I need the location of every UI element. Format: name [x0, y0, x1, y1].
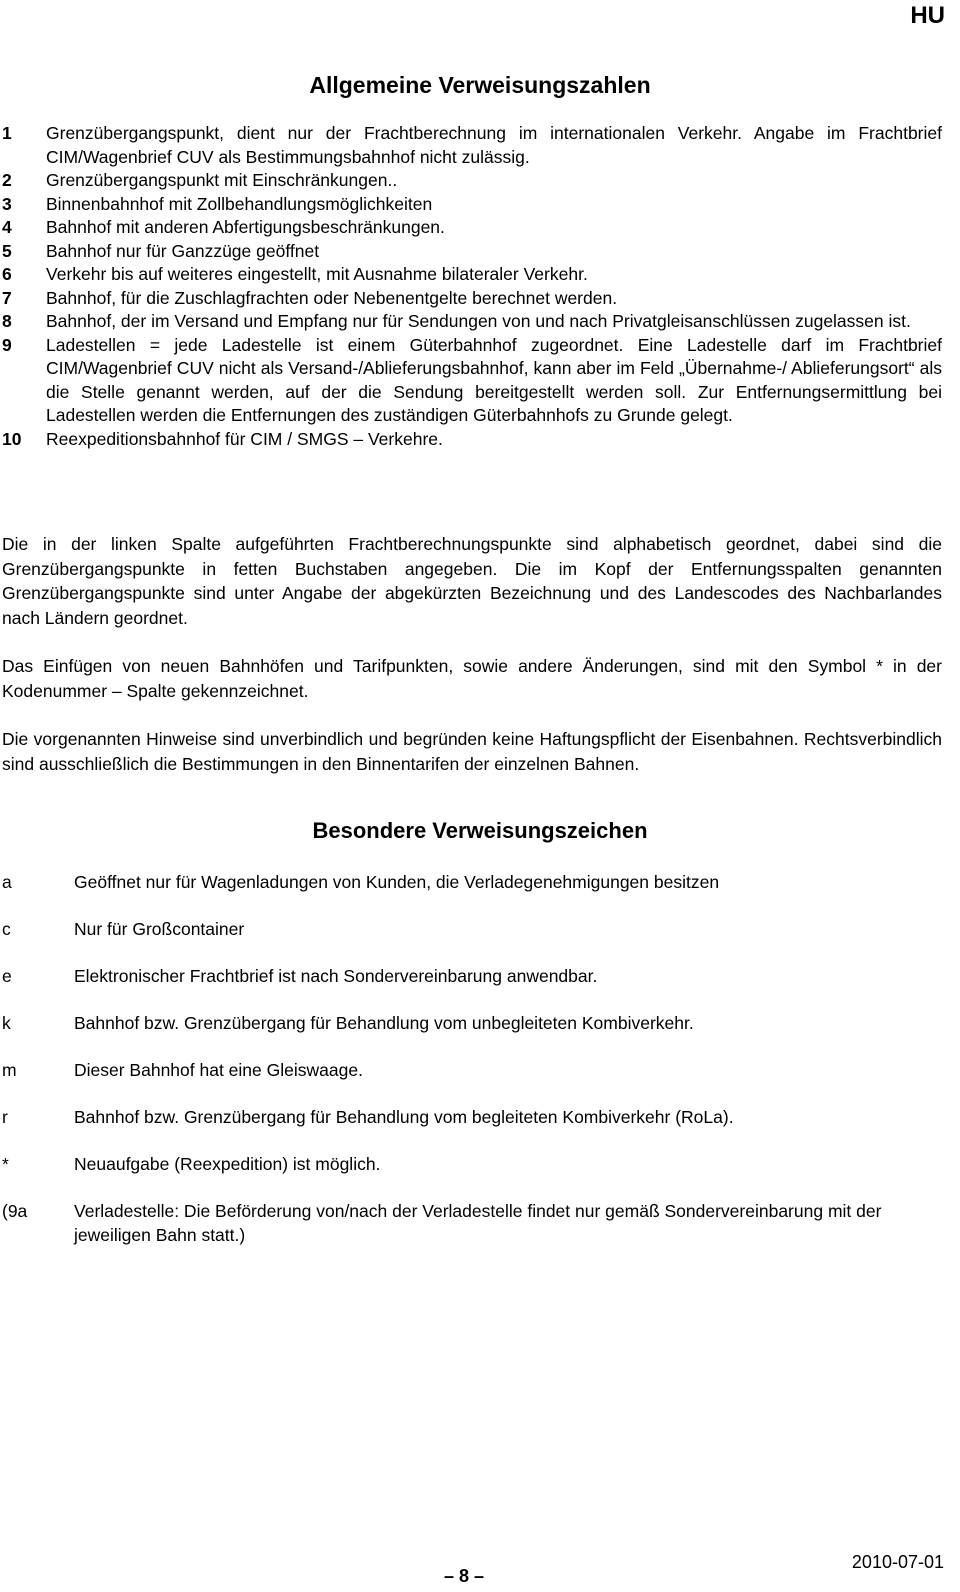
sign-description: Dieser Bahnhof hat eine Gleiswaage. [74, 1060, 363, 1080]
sign-symbol: a [2, 872, 12, 892]
section-title-general: Allgemeine Verweisungszahlen [309, 72, 651, 98]
paragraph-new-stations: Das Einfügen von neuen Bahnhöfen und Tarifpunkten, sowie andere Änderungen, sind mit den Symbol * in der Kodenummer – Spalte gekennzeichnet. [2, 656, 942, 701]
sign-description: Bahnhof bzw. Grenzübergang für Behandlung vom begleiteten Kombiverkehr (RoLa). [74, 1107, 734, 1127]
reference-text: Ladestellen = jede Ladestelle ist einem Güterbahnhof zugeordnet. Eine Ladestelle darf im Frachtbrief CIM/Wagenbrief CUV nicht als Versand-/Ablieferungsbahnhof, kann aber im Feld „Übernahme-/ Ablieferungsort“ als die Stelle genannt werden, auf der die Sendung bereitgestellt werden soll. Zur Entfernungsermittlung bei Ladestellen werden die Entfernungen des zuständigen Güterbahnhofs zu Grunde gelegt. [46, 334, 942, 425]
paragraph-disclaimer: Die vorgenannten Hinweise sind unverbindlich und begründen keine Haftungspflicht der Eisenbahnen. Rechtsverbindlich sind ausschließlich die Bestimmungen in den Binnentarifen der einzelnen Bahnen. [2, 729, 942, 774]
reference-number: 7 [2, 287, 12, 308]
sign-description: Bahnhof bzw. Grenzübergang für Behandlung vom unbegleiteten Kombiverkehr. [74, 1013, 694, 1033]
reference-text: Binnenbahnhof mit Zollbehandlungsmöglichkeiten [46, 193, 433, 214]
reference-item [0, 287, 942, 311]
sign-description: Verladestelle: Die Beförderung von/nach der Verladestelle findet nur gemäß Sondervereinbarung mit der jeweiligen Bahn statt.) [74, 1201, 882, 1245]
sign-item [0, 1105, 942, 1129]
country-code: HU [910, 2, 945, 29]
sign-description: Elektronischer Frachtbrief ist nach Sondervereinbarung anwendbar. [74, 966, 598, 986]
reference-item [0, 240, 942, 264]
section-title-special: Besondere Verweisungszeichen [312, 818, 648, 843]
sign-description: Geöffnet nur für Wagenladungen von Kunden, die Verladegenehmigungen besitzen [74, 872, 720, 892]
reference-item [0, 263, 942, 287]
reference-text: Grenzübergangspunkt, dient nur der Frachtberechnung im internationalen Verkehr. Angabe im Frachtbrief CIM/Wagenbrief CUV als Bestimmungsbahnhof nicht zulässig. [46, 123, 942, 167]
reference-number: 2 [2, 170, 12, 190]
reference-item [0, 334, 942, 428]
sign-item [0, 1058, 942, 1082]
sign-symbol: r [2, 1107, 8, 1127]
sign-symbol: e [2, 966, 12, 986]
reference-item [0, 193, 942, 217]
reference-number: 3 [2, 193, 12, 214]
reference-text: Verkehr bis auf weiteres eingestellt, mit Ausnahme bilateraler Verkehr. [46, 264, 588, 284]
sign-symbol: * [2, 1154, 9, 1174]
reference-number: 1 [2, 123, 12, 143]
reference-item [0, 122, 942, 169]
sign-item [0, 964, 942, 988]
reference-number: 9 [2, 334, 12, 355]
sign-item [0, 870, 942, 894]
sign-symbol: c [2, 919, 11, 939]
page-number: – 8 – [444, 1566, 485, 1586]
issue-date: 2010-07-01 [851, 1552, 944, 1572]
sign-symbol: m [2, 1060, 17, 1080]
reference-item [0, 169, 942, 193]
reference-item [0, 310, 942, 334]
sign-description: Nur für Großcontainer [74, 919, 245, 939]
special-sign-list [0, 870, 942, 1270]
reference-number: 10 [2, 428, 22, 449]
reference-number: 5 [2, 240, 12, 261]
sign-item [0, 1011, 942, 1035]
sign-item [0, 1199, 942, 1247]
reference-number: 8 [2, 311, 12, 331]
reference-text: Grenzübergangspunkt mit Einschränkungen.. [46, 170, 398, 190]
reference-number: 4 [2, 217, 12, 237]
sign-description: Neuaufgabe (Reexpedition) ist möglich. [74, 1154, 381, 1174]
reference-text: Bahnhof nur für Ganzzüge geöffnet [46, 240, 320, 261]
reference-text: Bahnhof mit anderen Abfertigungsbeschränkungen. [46, 217, 445, 237]
reference-item [0, 216, 942, 240]
reference-number-list [0, 122, 942, 451]
reference-number: 6 [2, 264, 12, 284]
sign-item [0, 917, 942, 941]
reference-text: Reexpeditionsbahnhof für CIM / SMGS – Verkehre. [46, 428, 443, 449]
sign-symbol: k [2, 1013, 11, 1033]
explanatory-paragraphs [0, 532, 942, 800]
reference-text: Bahnhof, der im Versand und Empfang nur für Sendungen von und nach Privatgleisanschlüssen zugelassen ist. [46, 311, 911, 331]
reference-item [0, 428, 942, 452]
paragraph-column-order: Die in der linken Spalte aufgeführten Frachtberechnungspunkte sind alphabetisch geordnet, dabei sind die Grenzübergangspunkte in fetten Buchstaben angegeben. Die im Kopf der Entfernungsspalten genannten Grenzübergangspunkte sind unter Angabe der abgekürzten Bezeichnung und des Landescodes des Nachbarlandes nach Ländern geordnet. [2, 534, 942, 628]
reference-text: Bahnhof, für die Zuschlagfrachten oder Nebenentgelte berechnet werden. [46, 287, 618, 308]
sign-symbol: (9a [2, 1201, 28, 1221]
sign-item [0, 1152, 942, 1176]
